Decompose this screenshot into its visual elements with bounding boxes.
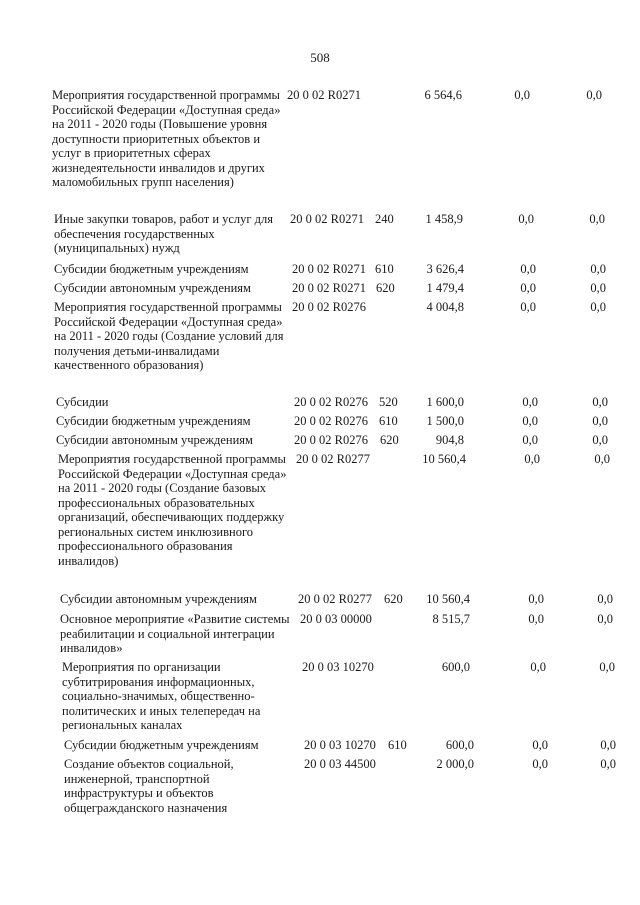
row-kvr: 610: [379, 414, 398, 428]
row-code: 20 0 02 R0276: [294, 433, 368, 447]
row-code: 20 0 03 10270: [304, 738, 376, 752]
row-value-1: 10 560,4: [422, 452, 466, 466]
row-code: 20 0 02 R0277: [296, 452, 370, 466]
row-kvr: 610: [388, 738, 407, 752]
row-value-3: 0,0: [597, 612, 613, 626]
row-value-1: 10 560,4: [426, 592, 470, 606]
row-value-3: 0,0: [589, 212, 605, 226]
row-value-3: 0,0: [592, 414, 608, 428]
row-value-2: 0,0: [520, 300, 536, 314]
row-name: Субсидии автономным учреждениям: [54, 281, 251, 295]
row-kvr: 620: [384, 592, 403, 606]
row-code: 20 0 03 00000: [300, 612, 372, 626]
row-value-2: 0,0: [522, 414, 538, 428]
row-name: Основное мероприятие «Развитие системы реабилитации и социальной интеграции инвалидов»: [60, 612, 290, 655]
row-code: 20 0 02 R0271: [292, 262, 366, 276]
row-value-1: 3 626,4: [426, 262, 464, 276]
page-number: 508: [310, 50, 330, 65]
row-value-3: 0,0: [592, 395, 608, 409]
row-code: 20 0 02 R0276: [294, 414, 368, 428]
row-value-2: 0,0: [520, 281, 536, 295]
row-value-2: 0,0: [522, 395, 538, 409]
row-name: Создание объектов социальной, инженерной, транспортной инфраструктуры и объектов общегражданского назначения: [64, 757, 234, 815]
row-code: 20 0 02 R0271: [290, 212, 364, 226]
row-value-2: 0,0: [518, 212, 534, 226]
row-value-3: 0,0: [600, 757, 616, 771]
row-value-2: 0,0: [520, 262, 536, 276]
row-name: Субсидии бюджетным учреждениям: [56, 414, 251, 428]
row-value-3: 0,0: [597, 592, 613, 606]
row-value-3: 0,0: [592, 433, 608, 447]
row-value-3: 0,0: [599, 660, 615, 674]
row-name: Мероприятия государственной программы Российской Федерации «Доступная среда» на 2011 - 2020 годы (Создание базовых профессиональных образовательных организаций, обеспечивающих поддержку региональных систем инклюзивного профессионального образования инвалидов): [58, 452, 287, 568]
row-name: Субсидии бюджетным учреждениям: [54, 262, 249, 276]
row-name: Субсидии бюджетным учреждениям: [64, 738, 259, 752]
row-value-3: 0,0: [586, 88, 602, 102]
row-value-1: 1 600,0: [426, 395, 464, 409]
row-value-1: 2 000,0: [436, 757, 474, 771]
row-code: 20 0 03 44500: [304, 757, 376, 771]
row-value-2: 0,0: [532, 738, 548, 752]
row-name: Субсидии автономным учреждениям: [56, 433, 253, 447]
row-value-3: 0,0: [594, 452, 610, 466]
row-name: Мероприятия государственной программы Российской Федерации «Доступная среда» на 2011 - 2020 годы (Повышение уровня доступности приоритетных объектов и услуг в приоритетных сферах жизнедеятельности инвалидов и других маломобильных групп населения): [52, 88, 281, 189]
row-value-2: 0,0: [528, 612, 544, 626]
row-code: 20 0 02 R0276: [292, 300, 366, 314]
row-code: 20 0 02 R0277: [298, 592, 372, 606]
row-value-2: 0,0: [530, 660, 546, 674]
row-value-1: 1 500,0: [426, 414, 464, 428]
row-value-1: 8 515,7: [432, 612, 470, 626]
row-value-1: 600,0: [445, 738, 474, 752]
row-name: Мероприятия государственной программы Российской Федерации «Доступная среда» на 2011 - 2020 годы (Создание условий для получения детьми-инвалидами качественного образования): [54, 300, 284, 372]
row-kvr: 620: [380, 433, 399, 447]
row-kvr: 240: [375, 212, 394, 226]
row-value-2: 0,0: [514, 88, 530, 102]
row-value-1: 1 479,4: [426, 281, 464, 295]
row-name: Субсидии автономным учреждениям: [60, 592, 257, 606]
row-code: 20 0 02 R0271: [292, 281, 366, 295]
row-value-1: 904,8: [435, 433, 464, 447]
row-value-2: 0,0: [532, 757, 548, 771]
row-value-2: 0,0: [528, 592, 544, 606]
row-value-3: 0,0: [590, 300, 606, 314]
row-value-1: 6 564,6: [424, 88, 462, 102]
row-value-1: 4 004,8: [426, 300, 464, 314]
row-value-3: 0,0: [590, 281, 606, 295]
row-name: Субсидии: [56, 395, 109, 409]
row-value-1: 600,0: [441, 660, 470, 674]
row-value-2: 0,0: [522, 433, 538, 447]
row-name: Мероприятия по организации субтитрирования информационных, социально-значимых, общественно-политических и иных телепередач на региональных каналах: [62, 660, 261, 732]
row-kvr: 620: [376, 281, 395, 295]
row-name: Иные закупки товаров, работ и услуг для обеспечения государственных (муниципальных) нужд: [54, 212, 274, 255]
row-value-1: 1 458,9: [425, 212, 463, 226]
row-kvr: 520: [379, 395, 398, 409]
row-code: 20 0 03 10270: [302, 660, 374, 674]
row-code: 20 0 02 R0271: [287, 88, 361, 102]
row-kvr: 610: [375, 262, 394, 276]
row-code: 20 0 02 R0276: [294, 395, 368, 409]
row-value-2: 0,0: [524, 452, 540, 466]
row-value-3: 0,0: [590, 262, 606, 276]
row-value-3: 0,0: [600, 738, 616, 752]
